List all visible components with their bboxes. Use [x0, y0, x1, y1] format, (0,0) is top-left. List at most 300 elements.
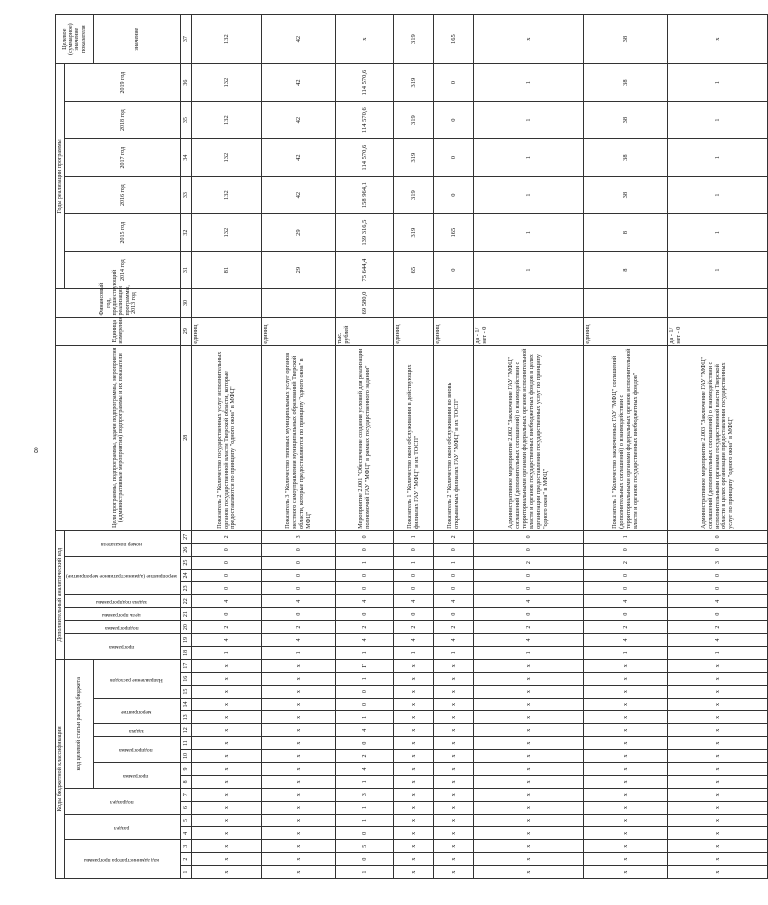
code-cell: х: [262, 711, 336, 724]
code-cell: х: [668, 840, 768, 853]
column-number: 27: [181, 530, 192, 543]
code-cell: 0: [434, 582, 474, 595]
year-value-cell: 1: [668, 176, 768, 214]
code-cell: 0: [474, 530, 584, 543]
code-cell: 2: [474, 556, 584, 569]
column-number: 26: [181, 543, 192, 556]
code-cell: 0: [584, 582, 668, 595]
code-cell: х: [474, 750, 584, 763]
year-value-cell: 38: [584, 64, 668, 102]
year-value-cell: 1: [668, 101, 768, 139]
code-cell: 2: [336, 750, 394, 763]
target-value-cell: 132: [192, 15, 262, 64]
code-cell: 4: [262, 634, 336, 647]
code-cell: 1: [394, 530, 434, 543]
code-cell: х: [434, 750, 474, 763]
code-cell: х: [192, 762, 262, 775]
code-cell: х: [584, 750, 668, 763]
code-cell: х: [262, 788, 336, 801]
year-value-cell: 114 570,6: [336, 64, 394, 102]
code-cell: 0: [434, 543, 474, 556]
column-number: 32: [181, 214, 192, 252]
year-value-cell: 132: [192, 176, 262, 214]
header-year-2015: 2015 год: [65, 214, 181, 252]
code-cell: 4: [474, 595, 584, 608]
year-value-cell: 1: [474, 176, 584, 214]
code-cell: х: [434, 840, 474, 853]
code-cell: х: [668, 814, 768, 827]
code-cell: х: [474, 801, 584, 814]
year-value-cell: 132: [192, 101, 262, 139]
code-cell: х: [584, 724, 668, 737]
code-cell: 0: [336, 543, 394, 556]
code-cell: х: [262, 659, 336, 672]
code-cell: 0: [336, 569, 394, 582]
code-cell: х: [394, 737, 434, 750]
code-cell: 1: [474, 646, 584, 659]
year-value-cell: 29: [262, 251, 336, 289]
column-number: 8: [181, 775, 192, 788]
target-value-cell: х: [336, 15, 394, 64]
code-cell: х: [394, 659, 434, 672]
code-cell: 0: [474, 543, 584, 556]
code-cell: х: [668, 711, 768, 724]
column-number: 13: [181, 711, 192, 724]
code-cell: х: [394, 840, 434, 853]
year-value-cell: 1: [474, 64, 584, 102]
base-year-cell: [434, 289, 474, 317]
code-cell: 1: [394, 556, 434, 569]
code-cell: х: [262, 775, 336, 788]
code-cell: 0: [336, 685, 394, 698]
year-value-cell: 1: [668, 251, 768, 289]
code-cell: 1: [336, 814, 394, 827]
year-value-cell: 1: [474, 214, 584, 252]
header-a-event: мероприятие (административное мероприятие): [65, 556, 181, 595]
code-cell: х: [192, 737, 262, 750]
code-cell: х: [262, 853, 336, 866]
year-value-cell: 165: [434, 214, 474, 252]
column-number: 16: [181, 672, 192, 685]
code-cell: х: [474, 672, 584, 685]
code-cell: 0: [668, 543, 768, 556]
header-admin-code: код администратора программы: [65, 840, 181, 879]
code-cell: х: [394, 827, 434, 840]
code-cell: 1: [584, 646, 668, 659]
row-description: Показатель 1 "Количество заключенных ГАУ "МФЦ" соглашений (дополнительных соглашений) о взаимодействии с территориальными органами федеральных органов исполнительной власти и органов государственных внебюджетных фондов": [584, 345, 668, 530]
year-value-cell: 319: [394, 139, 434, 177]
code-cell: х: [262, 801, 336, 814]
code-cell: х: [394, 801, 434, 814]
code-cell: 1: [336, 672, 394, 685]
code-cell: х: [668, 724, 768, 737]
code-cell: х: [394, 672, 434, 685]
year-value-cell: 0: [434, 251, 474, 289]
row-description: Показатель 2 "Количество государственных услуг исполнительных органов государственной власти Тверской области, которые предоставляются по принципу "одного окна" в МФЦ": [192, 345, 262, 530]
column-number: 10: [181, 750, 192, 763]
unit-cell: да - 1/ нет - 0: [474, 317, 584, 345]
target-value-cell: х: [668, 15, 768, 64]
year-value-cell: 132: [192, 64, 262, 102]
code-cell: х: [434, 827, 474, 840]
code-cell: 2: [394, 621, 434, 634]
code-cell: х: [584, 672, 668, 685]
column-number: 29: [181, 317, 192, 345]
column-number: 22: [181, 595, 192, 608]
code-cell: 1: [336, 556, 394, 569]
header-subsection: подраздел: [65, 788, 181, 814]
code-cell: 4: [668, 634, 768, 647]
code-cell: х: [394, 762, 434, 775]
code-cell: х: [668, 685, 768, 698]
code-cell: 0: [262, 543, 336, 556]
column-number: 23: [181, 582, 192, 595]
code-cell: х: [474, 853, 584, 866]
year-value-cell: 1: [474, 101, 584, 139]
code-cell: 4: [336, 595, 394, 608]
code-cell: 0: [336, 530, 394, 543]
code-cell: 4: [192, 634, 262, 647]
code-cell: х: [262, 698, 336, 711]
code-cell: 1: [262, 646, 336, 659]
code-cell: х: [394, 750, 434, 763]
header-a-subprogram: подпрограмма: [65, 621, 181, 634]
code-cell: х: [394, 788, 434, 801]
unit-cell: единиц: [394, 317, 434, 345]
header-program: программа: [93, 762, 181, 788]
column-number: 19: [181, 634, 192, 647]
header-expense-direction: Направление расходов: [93, 659, 181, 698]
table-row: [474, 15, 584, 879]
code-cell: х: [262, 737, 336, 750]
year-value-cell: 0: [434, 64, 474, 102]
header-budget-codes: Коды бюджетной классификации: [56, 659, 65, 878]
target-value-cell: х: [474, 15, 584, 64]
code-cell: 5: [336, 840, 394, 853]
year-value-cell: 38: [584, 101, 668, 139]
code-cell: 2: [668, 621, 768, 634]
column-number: 24: [181, 569, 192, 582]
row-description: Показатель 2 "Количество окон обслуживания во вновь открываемых филиалах ГАУ "МФЦ" и их ТОСП": [434, 345, 474, 530]
table-row: [434, 15, 474, 879]
code-cell: 4: [192, 595, 262, 608]
code-cell: х: [394, 775, 434, 788]
header-section: раздел: [65, 814, 181, 840]
code-cell: х: [474, 866, 584, 879]
code-cell: х: [474, 762, 584, 775]
unit-cell: единиц: [262, 317, 336, 345]
code-cell: 0: [394, 569, 434, 582]
code-cell: 2: [192, 621, 262, 634]
year-value-cell: 0: [434, 101, 474, 139]
column-number: 17: [181, 659, 192, 672]
table-row: [336, 15, 394, 879]
header-unit: Единица измерения: [56, 317, 181, 345]
code-cell: 0: [434, 569, 474, 582]
code-cell: 4: [668, 595, 768, 608]
code-cell: х: [192, 840, 262, 853]
header-target-article: код целевой статьи расхода бюджета: [65, 659, 94, 788]
code-cell: 1: [336, 711, 394, 724]
code-cell: 0: [336, 582, 394, 595]
code-cell: х: [584, 685, 668, 698]
code-cell: х: [192, 711, 262, 724]
code-cell: х: [262, 866, 336, 879]
code-cell: 0: [474, 582, 584, 595]
code-cell: х: [584, 775, 668, 788]
code-cell: 1: [336, 801, 394, 814]
code-cell: х: [584, 801, 668, 814]
code-cell: х: [474, 685, 584, 698]
column-number: 6: [181, 801, 192, 814]
row-description: Административное мероприятие 2.003 "Заключение ГАУ "МФЦ" соглашений (дополнительных соглашений) о взаимодействии с исполнительными органами государственной власти Тверской области в целях организации предоставления государственных услуг по принципу "одного окна" в МФЦ": [668, 345, 768, 530]
header-name: Цели программы, подпрограммы, задачи подпрограммы, мероприятия (административные мероприятия) подпрограммы и их показатели: [56, 345, 181, 530]
code-cell: 4: [336, 724, 394, 737]
code-cell: 0: [668, 608, 768, 621]
year-value-cell: 65: [394, 251, 434, 289]
code-cell: 1: [434, 556, 474, 569]
code-cell: х: [584, 737, 668, 750]
code-cell: х: [394, 724, 434, 737]
code-cell: х: [434, 711, 474, 724]
code-cell: 3: [668, 556, 768, 569]
code-cell: 2: [434, 621, 474, 634]
base-year-cell: [394, 289, 434, 317]
year-value-cell: 81: [192, 251, 262, 289]
code-cell: х: [192, 775, 262, 788]
header-analytic-code: Дополнительный аналитический код: [56, 530, 65, 659]
code-cell: х: [262, 827, 336, 840]
base-year-cell: [584, 289, 668, 317]
column-number: 35: [181, 101, 192, 139]
code-cell: х: [668, 672, 768, 685]
header-subprogram: подпрограмма: [93, 737, 181, 763]
code-cell: х: [394, 853, 434, 866]
header-target-value: значение: [93, 15, 181, 64]
code-cell: 0: [668, 530, 768, 543]
code-cell: х: [434, 801, 474, 814]
code-cell: х: [584, 788, 668, 801]
code-cell: х: [192, 685, 262, 698]
code-cell: 0: [192, 582, 262, 595]
code-cell: х: [474, 698, 584, 711]
code-cell: х: [262, 762, 336, 775]
code-cell: 4: [394, 595, 434, 608]
code-cell: х: [394, 698, 434, 711]
code-cell: 0: [336, 698, 394, 711]
column-number: 34: [181, 139, 192, 177]
base-year-cell: [262, 289, 336, 317]
code-cell: 1: [336, 775, 394, 788]
table-row: [192, 15, 262, 879]
table-row: [262, 15, 336, 879]
year-value-cell: 42: [262, 139, 336, 177]
year-value-cell: 1: [668, 214, 768, 252]
code-cell: 1: [434, 646, 474, 659]
year-value-cell: 132: [192, 214, 262, 252]
code-cell: х: [474, 659, 584, 672]
code-cell: 2: [192, 530, 262, 543]
target-value-cell: 42: [262, 15, 336, 64]
code-cell: х: [434, 659, 474, 672]
code-cell: Г: [336, 659, 394, 672]
unit-cell: да - 1/ нет - 0: [668, 317, 768, 345]
code-cell: 0: [394, 582, 434, 595]
year-value-cell: 319: [394, 176, 434, 214]
code-cell: х: [668, 737, 768, 750]
code-cell: 2: [434, 530, 474, 543]
column-number: 12: [181, 724, 192, 737]
code-cell: 2: [474, 621, 584, 634]
base-year-cell: [192, 289, 262, 317]
code-cell: 1: [336, 866, 394, 879]
code-cell: х: [434, 866, 474, 879]
code-cell: х: [394, 685, 434, 698]
code-cell: 2: [584, 556, 668, 569]
code-cell: 0: [584, 569, 668, 582]
code-cell: 0: [584, 608, 668, 621]
year-value-cell: 42: [262, 176, 336, 214]
code-cell: х: [192, 750, 262, 763]
row-description: Показатель 3 "Количество типовых муниципальных услуг органов местного самоуправления муниципальных образований Тверской области, которые предоставляются по принципу "одного окна" в МФЦ": [262, 345, 336, 530]
header-a-task: задача подпрограммы: [65, 595, 181, 608]
code-cell: х: [394, 866, 434, 879]
code-cell: х: [434, 762, 474, 775]
code-cell: х: [668, 698, 768, 711]
year-value-cell: 319: [394, 64, 434, 102]
code-cell: х: [474, 840, 584, 853]
year-value-cell: 158 964,1: [336, 176, 394, 214]
code-cell: 4: [336, 634, 394, 647]
code-cell: х: [584, 840, 668, 853]
year-value-cell: 1: [668, 139, 768, 177]
row-description: Мероприятие 2.001 "Обеспечение создания условий для реализации полномочий ГАУ "МФЦ" в рамках государственного задания": [336, 345, 394, 530]
year-value-cell: 38: [584, 139, 668, 177]
code-cell: х: [192, 827, 262, 840]
code-cell: х: [394, 814, 434, 827]
code-cell: х: [192, 724, 262, 737]
code-cell: 0: [668, 582, 768, 595]
code-cell: х: [262, 685, 336, 698]
column-number: 3: [181, 840, 192, 853]
code-cell: 0: [584, 543, 668, 556]
year-value-cell: 139 316,5: [336, 214, 394, 252]
code-cell: 0: [474, 569, 584, 582]
code-cell: х: [584, 853, 668, 866]
code-cell: х: [192, 853, 262, 866]
header-target-group: Целевое (суммарное) значение показателя: [56, 15, 94, 64]
code-cell: х: [668, 853, 768, 866]
year-value-cell: 1: [474, 139, 584, 177]
code-cell: 0: [262, 569, 336, 582]
code-cell: х: [192, 788, 262, 801]
code-cell: 4: [584, 634, 668, 647]
code-cell: х: [474, 711, 584, 724]
header-year-2019: 2019 год: [65, 64, 181, 102]
year-value-cell: 319: [394, 214, 434, 252]
code-cell: х: [192, 866, 262, 879]
year-value-cell: 0: [434, 139, 474, 177]
code-cell: х: [192, 659, 262, 672]
code-cell: х: [474, 737, 584, 750]
column-number: 37: [181, 15, 192, 64]
code-cell: 0: [192, 569, 262, 582]
code-cell: 0: [394, 543, 434, 556]
unit-cell: единиц: [434, 317, 474, 345]
code-cell: х: [584, 866, 668, 879]
table-row: [394, 15, 434, 879]
year-value-cell: 8: [584, 251, 668, 289]
column-number: 33: [181, 176, 192, 214]
code-cell: х: [262, 814, 336, 827]
year-value-cell: 75 644,4: [336, 251, 394, 289]
code-cell: 4: [394, 634, 434, 647]
code-cell: 2: [584, 621, 668, 634]
code-cell: х: [192, 672, 262, 685]
year-value-cell: 114 570,6: [336, 101, 394, 139]
header-year-2016: 2016 год: [65, 176, 181, 214]
code-cell: 0: [336, 737, 394, 750]
code-cell: 0: [336, 853, 394, 866]
header-years-group: Годы реализации программы: [56, 64, 65, 289]
code-cell: х: [262, 672, 336, 685]
base-year-cell: 69 580,0: [336, 289, 394, 317]
row-description: Показатель 1 "Количество окон обслуживания в действующих филиалах ГАУ "МФЦ" и их ТОСП": [394, 345, 434, 530]
code-cell: 1: [584, 530, 668, 543]
column-number: 14: [181, 698, 192, 711]
code-cell: х: [434, 853, 474, 866]
row-description: Административное мероприятие 2.002 "Заключение ГАУ "МФЦ" соглашений (дополнительных соглашений) о взаимодействии с территориальными органами федеральных органов исполнительной власти и органов государственных внебюджетных фондов в целях организации предоставления государственных услуг по принципу "одного окна" в МФЦ": [474, 345, 584, 530]
year-value-cell: 8: [584, 214, 668, 252]
code-cell: х: [668, 659, 768, 672]
base-year-cell: [474, 289, 584, 317]
code-cell: х: [668, 762, 768, 775]
code-cell: х: [262, 724, 336, 737]
year-value-cell: 132: [192, 139, 262, 177]
code-cell: х: [584, 762, 668, 775]
year-value-cell: 1: [668, 64, 768, 102]
target-value-cell: 165: [434, 15, 474, 64]
code-cell: 4: [474, 634, 584, 647]
code-cell: 4: [262, 595, 336, 608]
header-year-2014: 2014 год: [65, 251, 181, 289]
header-task: задача: [93, 724, 181, 737]
header-event: мероприятие: [93, 698, 181, 724]
code-cell: х: [262, 750, 336, 763]
code-cell: х: [434, 814, 474, 827]
column-number: 30: [181, 289, 192, 317]
header-a-goal: цель программы: [65, 608, 181, 621]
unit-cell: тыс. рублей: [336, 317, 394, 345]
code-cell: х: [668, 750, 768, 763]
code-cell: х: [434, 724, 474, 737]
code-cell: 0: [434, 608, 474, 621]
code-cell: 1: [394, 646, 434, 659]
code-cell: 0: [192, 608, 262, 621]
code-cell: 0: [262, 582, 336, 595]
code-cell: 0: [192, 556, 262, 569]
column-number: 11: [181, 737, 192, 750]
code-cell: х: [668, 866, 768, 879]
year-value-cell: 0: [434, 176, 474, 214]
target-value-cell: 38: [584, 15, 668, 64]
code-cell: х: [584, 698, 668, 711]
header-a-program: программа: [65, 634, 181, 660]
year-value-cell: 42: [262, 101, 336, 139]
code-cell: х: [474, 788, 584, 801]
year-value-cell: 38: [584, 176, 668, 214]
code-cell: 0: [262, 608, 336, 621]
